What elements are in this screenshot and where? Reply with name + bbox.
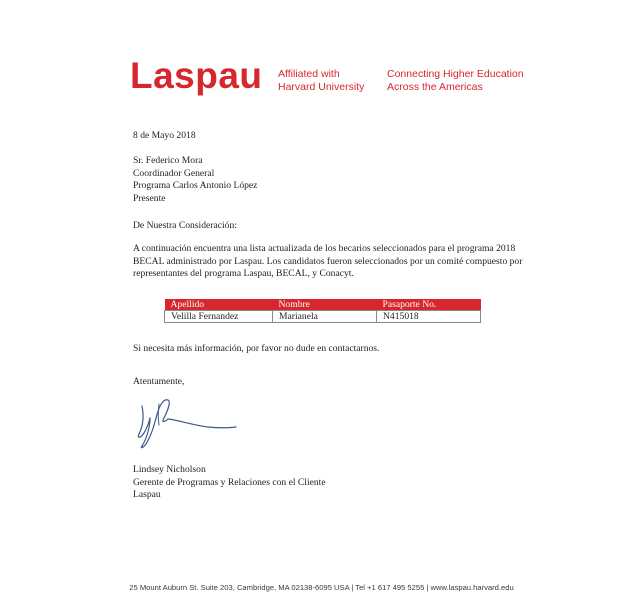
cell-apellido: Velilla Fernandez <box>165 311 273 323</box>
affiliation-text <box>278 68 364 94</box>
header-nombre: Nombre <box>273 299 377 311</box>
signature-image <box>128 392 240 452</box>
body-paragraph: A continuación encuentra una lista actualizada de los becarios seleccionados para el programa 2018 BECAL administrado por Laspau. Los candidatos fueron seleccionados por un comité compuesto por representantes del programa Laspau, BECAL, y Conacyt. <box>133 243 523 279</box>
table-row <box>165 311 481 323</box>
tagline-line: Connecting Higher Education <box>387 68 524 80</box>
cell-nombre: Marianela <box>273 311 377 323</box>
recipient-program: Programa Carlos Antonio López <box>133 180 258 191</box>
recipient-name: Sr. Federico Mora <box>133 155 203 166</box>
tagline-line: Across the Americas <box>387 81 483 93</box>
footer-contact: 25 Mount Auburn St. Suite 203, Cambridge, MA 02138-6095 USA | Tel +1 617 495 5255 | www.laspau.harvard.edu <box>129 583 514 592</box>
greeting: De Nuestra Consideración: <box>133 220 237 231</box>
recipient-presente: Presente <box>133 192 166 204</box>
affiliation-line: Affiliated with <box>278 68 340 80</box>
scholars-table <box>164 299 481 323</box>
followup-text: Si necesita más información, por favor no dude en contactarnos. <box>133 343 380 354</box>
letter-date: 8 de Mayo 2018 <box>133 130 196 141</box>
recipient-title: Coordinador General <box>133 167 215 179</box>
signer-name: Lindsey Nicholson <box>133 464 206 475</box>
signer-org: Laspau <box>133 489 161 500</box>
cell-pasaporte: N415018 <box>377 311 481 323</box>
header-apellido: Apellido <box>165 299 273 311</box>
closing-text: Atentamente, <box>133 376 185 387</box>
table-header-row <box>165 299 481 311</box>
header-pasaporte: Pasaporte No. <box>377 299 481 311</box>
signer-block <box>133 464 326 502</box>
laspau-logo: Laspau <box>130 55 263 96</box>
recipient-block <box>133 155 257 205</box>
tagline-text <box>387 68 524 94</box>
affiliation-line: Harvard University <box>278 81 365 93</box>
signer-title: Gerente de Programas y Relaciones con el Cliente <box>133 476 326 488</box>
